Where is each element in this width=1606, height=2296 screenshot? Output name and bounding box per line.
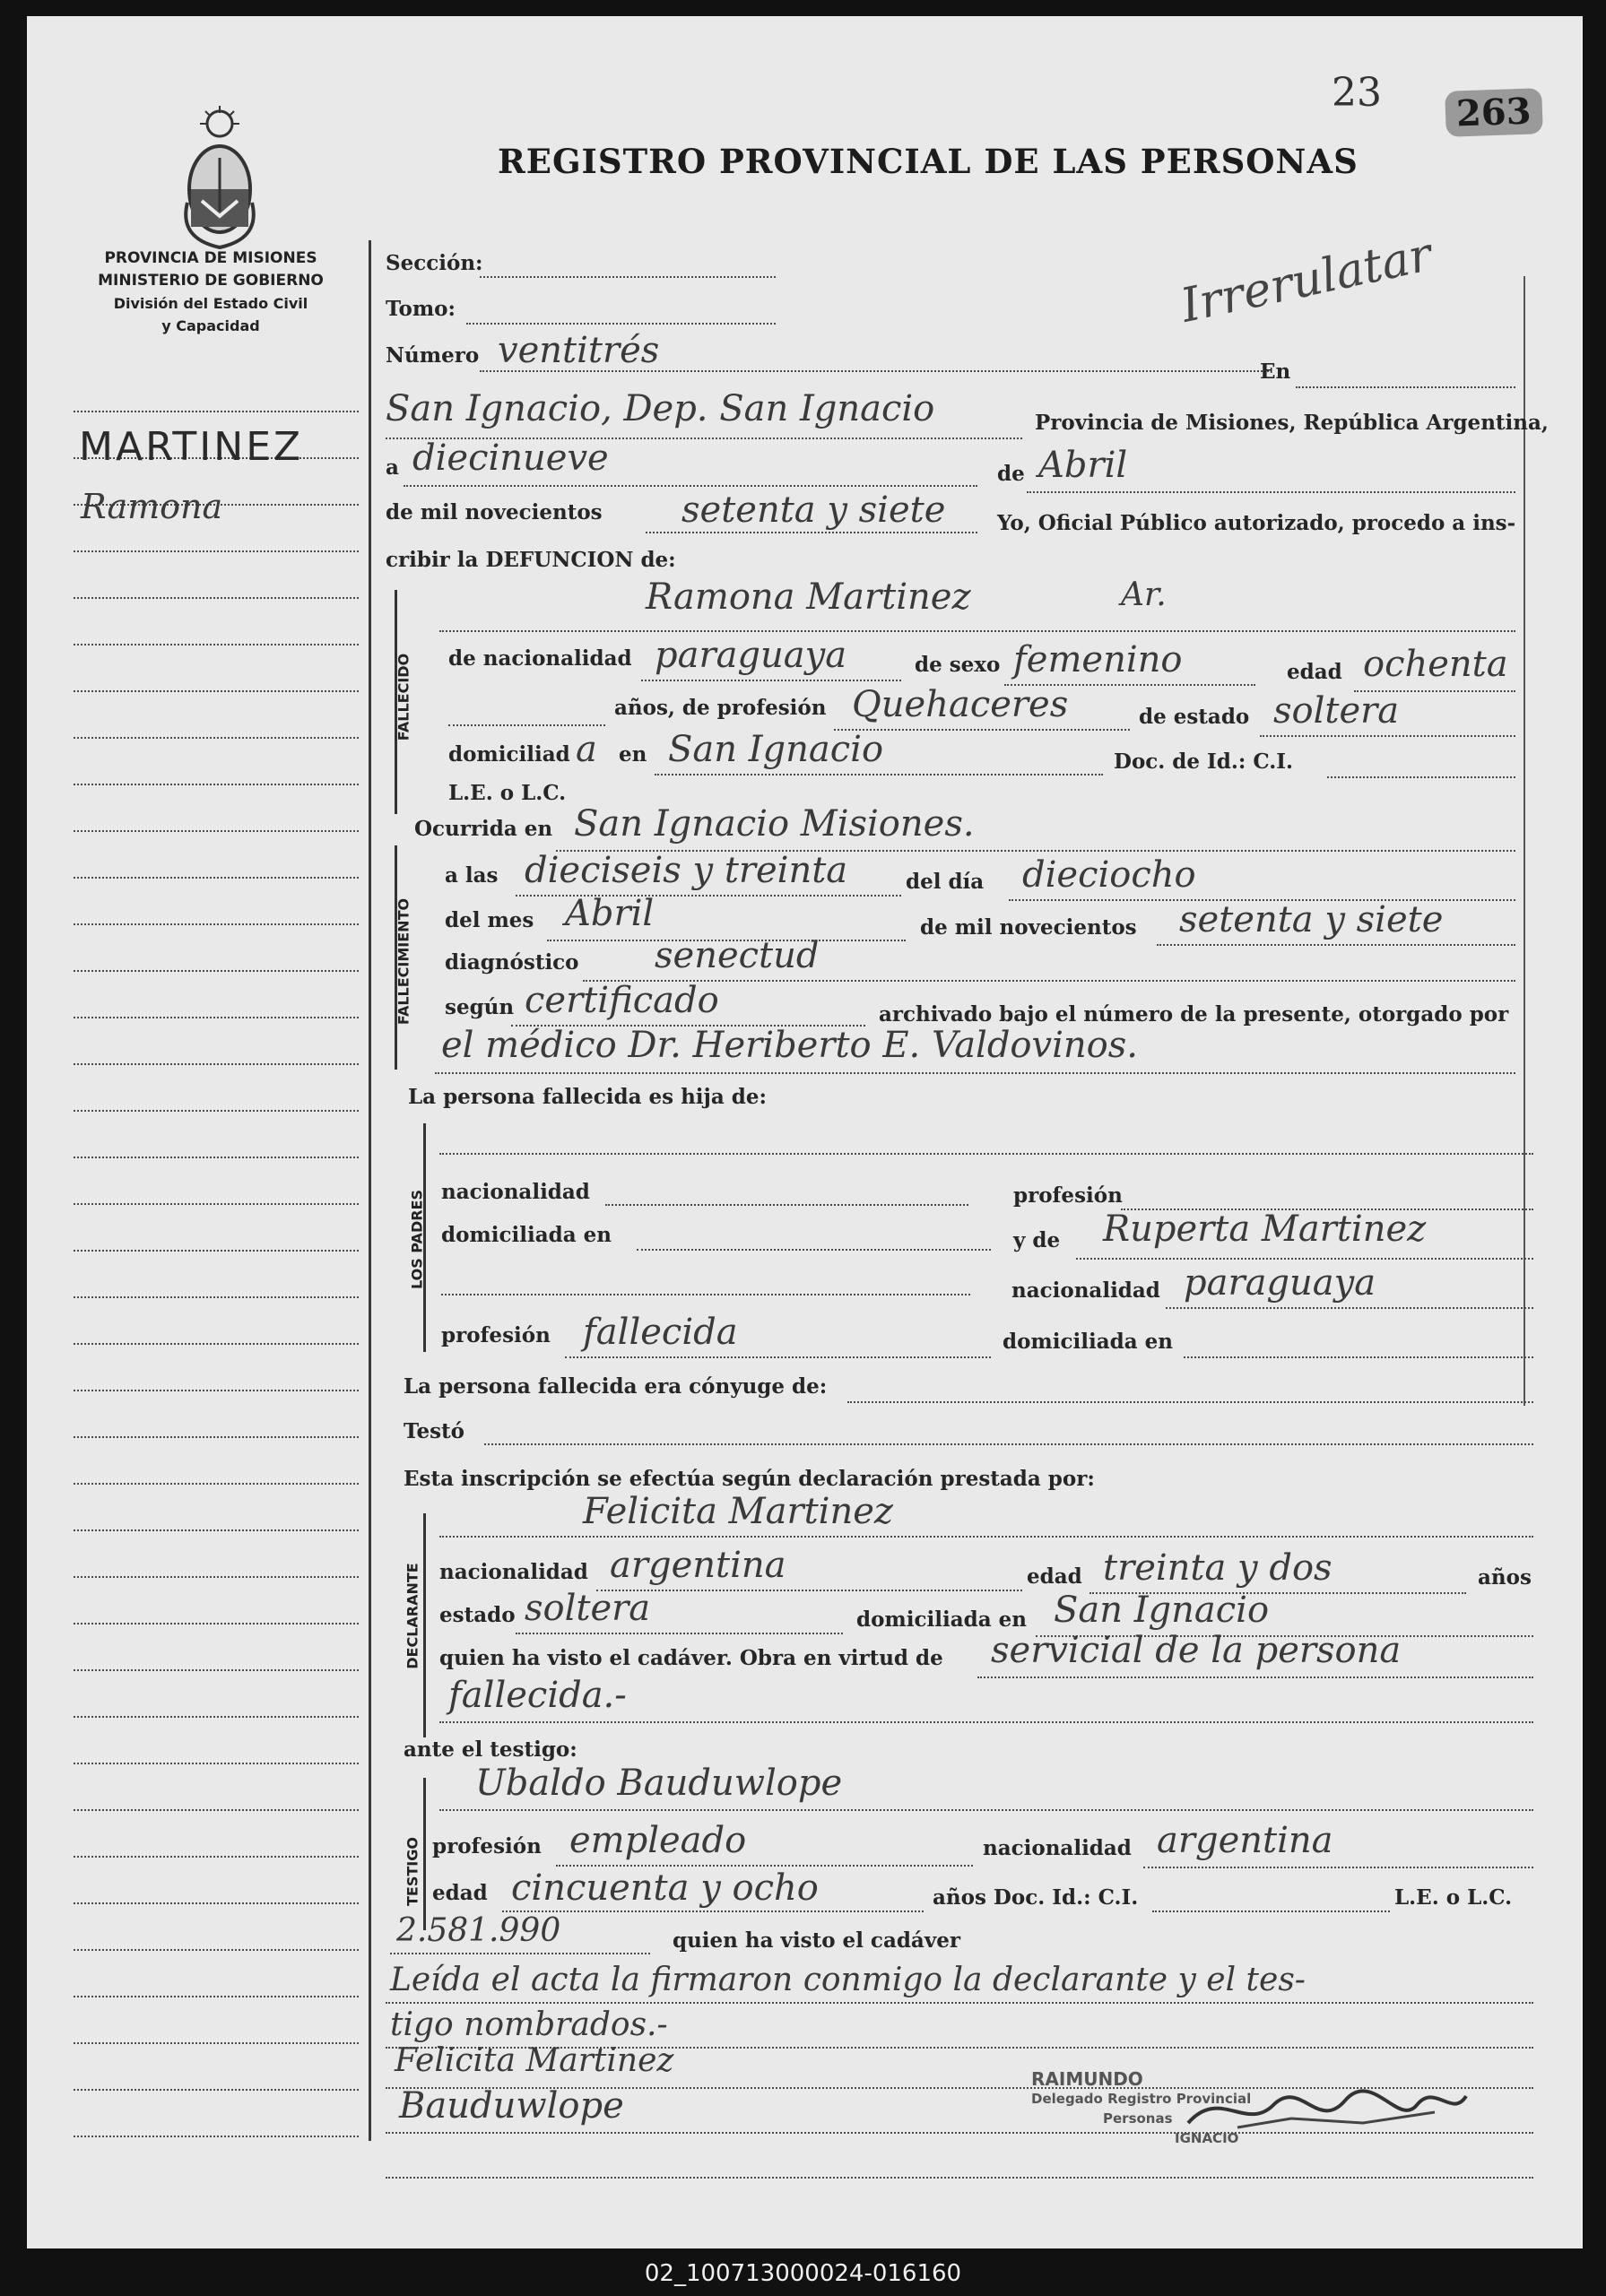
medico-line — [435, 1072, 1515, 1074]
value-diagnostico: senectud — [655, 935, 820, 976]
label-padre-nacionalidad: nacionalidad — [441, 1180, 590, 1204]
value-anio: setenta y siete — [681, 490, 946, 531]
label-esta-inscripcion: Esta inscripción se efectúa según declaración prestada por: — [404, 1467, 1095, 1491]
register-page — [27, 16, 1583, 2248]
madre-prof-line — [565, 1356, 991, 1358]
label-ante-testigo: ante el testigo: — [404, 1737, 577, 1762]
top-signature: Irrerulatar — [1176, 228, 1437, 334]
margin-surname: MARTINEZ — [79, 424, 304, 470]
label-sexo: de sexo — [915, 653, 1001, 677]
margin-rule-line — [74, 2042, 359, 2044]
label-y-de: y de — [1013, 1228, 1061, 1252]
label-del-mes: del mes — [445, 908, 534, 932]
anos-pre-line — [448, 724, 605, 726]
margin-rule-line — [74, 2136, 359, 2137]
margin-rule-line — [74, 1250, 359, 1252]
margin-rule-line — [74, 1669, 359, 1671]
label-padre-profesion: profesión — [1013, 1183, 1123, 1208]
label-quien-obra: quien ha visto el cadáver. Obra en virtud de — [439, 1646, 943, 1670]
tomo-line — [466, 323, 776, 325]
page-number: 23 — [1332, 70, 1382, 116]
padre-nac-line — [605, 1204, 968, 1206]
label-de-nacionalidad: de nacionalidad — [448, 646, 632, 671]
side-label-testigo: TESTIGO — [404, 1837, 421, 1906]
margin-rule-line — [74, 737, 359, 739]
decl-nac-line — [596, 1590, 1022, 1591]
value-test-ci: 2.581.990 — [396, 1912, 561, 1949]
margin-rule-line — [74, 1296, 359, 1298]
test-ci2-line — [390, 1953, 650, 1954]
doc-line — [1327, 776, 1515, 778]
side-label-declarante: DECLARANTE — [404, 1563, 421, 1669]
label-diagnostico: diagnóstico — [445, 950, 579, 975]
madre-line — [1076, 1258, 1533, 1260]
nacionalidad-line — [641, 680, 901, 681]
testigo-line — [439, 1809, 1533, 1811]
value-fallecida: fallecida.- — [448, 1675, 627, 1716]
value-dia: diecinueve — [412, 438, 609, 479]
anio-line — [646, 532, 977, 533]
margin-rule-line — [74, 970, 359, 972]
margin-rule-line — [74, 1343, 359, 1345]
value-anio-fall: setenta y siete — [1179, 899, 1444, 940]
stamp-line-3: Personas — [1103, 2110, 1173, 2127]
leida1-line — [386, 2002, 1533, 2004]
test-edad-line — [502, 1910, 924, 1912]
label-padre-domiciliada: domiciliada en — [441, 1223, 612, 1247]
value-leida2: tigo nombrados.- — [390, 2006, 668, 2043]
label-test-anos-doc: años Doc. Id.: C.I. — [933, 1885, 1139, 1910]
label-decl-edad: edad — [1027, 1564, 1082, 1589]
margin-rule-line — [74, 2089, 359, 2091]
label-seccion: Sección: — [386, 251, 483, 275]
margin-rule-line — [74, 1902, 359, 1904]
value-mes-fall: Abril — [565, 893, 655, 934]
label-test-nacionalidad: nacionalidad — [983, 1836, 1132, 1860]
value-test-prof: empleado — [569, 1820, 747, 1861]
label-hija-de: La persona fallecida es hija de: — [408, 1085, 767, 1109]
diagnostico-line — [583, 980, 1515, 982]
value-lugar: San Ignacio, Dep. San Ignacio — [386, 388, 935, 429]
margin-rule-line — [74, 923, 359, 925]
signature-testigo: Bauduwlope — [399, 2085, 624, 2127]
left-header — [63, 247, 359, 337]
label-del-dia: del día — [906, 870, 985, 894]
label-en: En — [1260, 360, 1291, 384]
label-en-domicilio: en — [619, 742, 647, 767]
conyuge-line — [847, 1401, 1533, 1403]
value-domicilio: San Ignacio — [668, 729, 884, 770]
label-a-las: a las — [445, 863, 499, 888]
stamp-line-2: Delegado Registro Provincial — [1031, 2091, 1252, 2107]
value-madre: Ruperta Martinez — [1103, 1209, 1427, 1250]
margin-rule-line — [74, 1157, 359, 1158]
stamp-number: 263 — [1445, 88, 1542, 137]
label-a: a — [386, 455, 399, 480]
value-nacionalidad: paraguaya — [655, 635, 847, 676]
value-numero: ventitrés — [498, 330, 660, 371]
value-decl-nac: argentina — [610, 1545, 786, 1586]
label-de-mil-fall: de mil novecientos — [920, 915, 1137, 940]
en-line — [1296, 386, 1515, 388]
label-test-le-lc: L.E. o L.C. — [1394, 1885, 1513, 1910]
value-decl-edad: treinta y dos — [1103, 1547, 1333, 1589]
side-label-fallecido: FALLECIDO — [395, 653, 412, 741]
value-obra: servicial de la persona — [991, 1630, 1402, 1671]
padre-dom-line — [637, 1249, 991, 1251]
value-nombre: Ramona Martinez — [646, 576, 971, 618]
stamp-line-1: RAIMUNDO — [1031, 2068, 1143, 2090]
label-madre-profesion: profesión — [441, 1323, 551, 1347]
side-label-padres: LOS PADRES — [408, 1190, 426, 1290]
header-province: PROVINCIA DE MISIONES — [104, 249, 317, 267]
fallecida-line — [439, 1721, 1533, 1723]
value-madre-prof: fallecida — [583, 1312, 738, 1353]
header-capacity: y Capacidad — [161, 317, 260, 334]
margin-rule-line — [74, 690, 359, 692]
label-de: de — [997, 462, 1025, 486]
margin-rule-line — [74, 1763, 359, 1764]
margin-rule-line — [74, 1856, 359, 1858]
main-column-rule — [369, 240, 371, 2141]
margin-rule-line — [74, 644, 359, 645]
nombre-line — [439, 630, 1515, 632]
header-ministry: MINISTERIO DE GOBIERNO — [98, 272, 324, 290]
decl-estado-line — [516, 1633, 843, 1634]
numero-line — [480, 370, 1269, 372]
margin-rule-line — [74, 1063, 359, 1065]
label-conyuge: La persona fallecida era cónyuge de: — [404, 1374, 828, 1399]
value-test-nac: argentina — [1157, 1820, 1333, 1861]
domicilio-line — [655, 774, 1103, 775]
value-sexo: femenino — [1013, 639, 1183, 680]
value-declarante: Felicita Martinez — [583, 1491, 893, 1532]
value-test-edad: cincuenta y ocho — [511, 1867, 819, 1909]
testigo-bracket — [423, 1778, 426, 1930]
value-segun: certificado — [525, 980, 719, 1021]
signature-declarante: Felicita Martinez — [395, 2042, 674, 2079]
madre-dom-line — [1184, 1356, 1533, 1358]
label-provincia: Provincia de Misiones, República Argentina, — [1035, 411, 1549, 435]
margin-rule-line — [74, 1110, 359, 1112]
value-ocurrida: San Ignacio Misiones. — [574, 803, 975, 845]
page-title: REGISTRO PROVINCIAL DE LAS PERSONAS — [498, 142, 1359, 181]
coat-of-arms-emblem — [175, 104, 265, 256]
margin-rule-line — [74, 597, 359, 599]
margin-rule-line — [74, 1529, 359, 1531]
dia-line — [404, 485, 977, 487]
label-archivado: archivado bajo el número de la presente, otorgado por — [879, 1002, 1509, 1027]
label-test-quien: quien ha visto el cadáver — [673, 1928, 960, 1953]
margin-rule-line — [74, 830, 359, 832]
anio-fall-line — [1157, 944, 1515, 946]
margin-rule-line — [74, 1949, 359, 1951]
label-testo: Testó — [404, 1419, 465, 1443]
side-label-fallecimiento: FALLECIMIENTO — [395, 897, 412, 1026]
margin-rule-line — [74, 1996, 359, 1997]
margin-rule-line — [74, 1017, 359, 1018]
margin-rule-line — [74, 1203, 359, 1205]
margin-name: Ramona — [81, 487, 223, 526]
stamp-line-4: IGNACIO — [1175, 2130, 1239, 2146]
value-decl-estado: soltera — [525, 1588, 651, 1629]
test-ci-line — [1152, 1910, 1390, 1912]
label-domiciliad: domiciliad — [448, 742, 570, 767]
right-rule — [1524, 276, 1525, 1406]
label-decl-estado: estado — [439, 1603, 516, 1627]
madre-nac-line — [1166, 1307, 1533, 1309]
declarante-bracket — [423, 1513, 426, 1737]
header-division: División del Estado Civil — [113, 295, 308, 312]
label-madre-nacionalidad: nacionalidad — [1011, 1278, 1160, 1303]
value-mes: Abril — [1038, 445, 1128, 486]
value-leida1: Leída el acta la firmaron conmigo la declarante y el tes- — [390, 1962, 1306, 1998]
value-profesion: Quehaceres — [852, 684, 1069, 725]
label-cribir: cribir la DEFUNCION de: — [386, 548, 676, 572]
margin-rule-line — [74, 784, 359, 785]
label-anos-profesion: años, de profesión — [614, 696, 827, 720]
label-decl-nacionalidad: nacionalidad — [439, 1560, 588, 1584]
test-prof-line — [556, 1865, 973, 1867]
margin-rule-line — [74, 1390, 359, 1391]
label-doc-id: Doc. de Id.: C.I. — [1114, 749, 1294, 774]
margin-rule-line — [74, 1483, 359, 1485]
label-tomo: Tomo: — [386, 297, 456, 321]
label-segun: según — [445, 995, 515, 1019]
label-yo-oficial: Yo, Oficial Público autorizado, procedo a ins- — [997, 511, 1516, 535]
estado-line — [1260, 735, 1515, 737]
value-medico: el médico Dr. Heriberto E. Valdovinos. — [441, 1025, 1138, 1066]
testo-line — [484, 1443, 1533, 1445]
label-estado: de estado — [1139, 705, 1250, 729]
value-nombre-suffix: Ar. — [1121, 576, 1167, 613]
value-testigo: Ubaldo Bauduwlope — [475, 1763, 843, 1804]
value-estado: soltera — [1273, 690, 1400, 732]
padre-nombre-line — [439, 1153, 1533, 1155]
value-dia-fall: dieciocho — [1022, 854, 1196, 896]
obra-line — [977, 1677, 1533, 1678]
label-decl-anos: años — [1478, 1565, 1532, 1590]
declarante-line — [439, 1536, 1533, 1538]
value-decl-domicilio: San Ignacio — [1054, 1590, 1270, 1631]
margin-rule-line — [74, 1623, 359, 1625]
margin-rule-line — [74, 1436, 359, 1438]
value-edad: ochenta — [1363, 644, 1508, 685]
label-de-mil: de mil novecientos — [386, 500, 603, 524]
image-id-footer: 02_100713000024-016160 — [0, 2252, 1606, 2296]
value-hora: dieciseis y treinta — [525, 850, 848, 891]
label-test-profesion: profesión — [432, 1834, 542, 1858]
seccion-line — [480, 276, 776, 278]
label-test-edad: edad — [432, 1881, 488, 1905]
label-le-lc: L.E. o L.C. — [448, 781, 567, 805]
label-edad: edad — [1287, 660, 1342, 684]
padre-extra-line — [441, 1294, 970, 1295]
value-madre-nac: paraguaya — [1184, 1262, 1376, 1304]
label-decl-domiciliada: domiciliada en — [856, 1607, 1027, 1632]
margin-rule-line — [74, 1576, 359, 1578]
margin-rule-line — [74, 411, 359, 412]
margin-rule-line — [74, 1809, 359, 1811]
label-madre-domiciliada: domiciliada en — [1003, 1330, 1173, 1354]
official-signature-scribble — [1184, 2078, 1471, 2145]
margin-rule-line — [74, 1716, 359, 1718]
mes-line — [1027, 491, 1515, 493]
margin-rule-line — [74, 550, 359, 552]
margin-rule-line — [74, 877, 359, 879]
test-nac-line — [1143, 1867, 1533, 1868]
label-ocurrida: Ocurrida en — [414, 817, 553, 841]
value-domiciliad-suffix: a — [576, 729, 597, 770]
label-numero: Número — [386, 343, 480, 368]
